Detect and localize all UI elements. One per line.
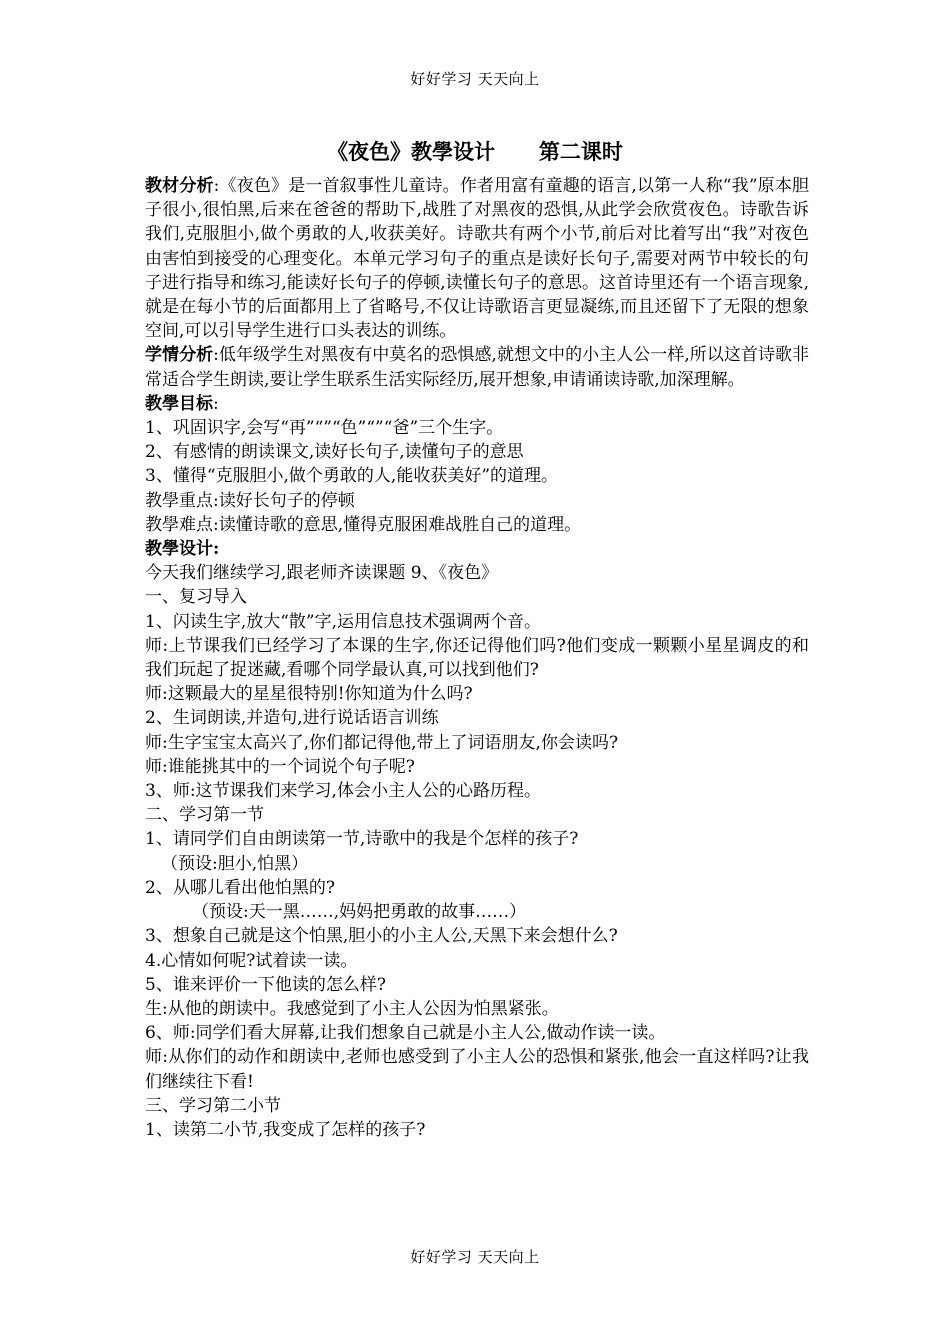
- page-header: 好好学习 天天向上: [410, 70, 540, 88]
- textbook-analysis-label: 教材分析: [145, 176, 214, 196]
- goal-item: 2、有感情的朗读课文,读好长句子,读懂句子的意思: [145, 442, 524, 463]
- design-line: 2、生词朗读,并造句,进行说话语言训练: [145, 708, 439, 729]
- textbook-analysis: [145, 174, 809, 343]
- page-footer: 好好学习 天天向上: [410, 1248, 540, 1266]
- goal-item: 1、巩固识字,会写“再”“”“色”“”“爸”三个生字。: [145, 418, 504, 439]
- learner-analysis-text: :低年级学生对黑夜有中莫名的恐惧感,就想文中的小主人公一样,所以这首诗歌非常适合学生朗读,要让学生联系生活实际经历,展开想象,申请诵读诗歌,加深理解。: [145, 345, 809, 390]
- teaching-design-heading: 教學设计:: [145, 539, 220, 560]
- design-line: 师:这颗最大的星星很特别!你知道为什么吗?: [145, 684, 473, 705]
- goal-item: 3、懂得“克服胆小,做个勇敢的人,能收获美好”的道理。: [145, 466, 559, 487]
- design-line: 师:生字宝宝太高兴了,你们都记得他,带上了词语朋友,你会读吗?: [145, 732, 619, 753]
- design-line: 师:上节课我们已经学习了本课的生字,你还记得他们吗?他们变成一颗颗小星星调皮的和我们玩起了捉迷藏,看哪个同学最认真,可以找到他们?: [145, 635, 809, 681]
- design-line: 今天我们继续学习,跟老师齐读课题 9、《夜色》: [145, 563, 499, 584]
- design-line: （预设:天一黑……,妈妈把勇敢的故事……）: [192, 902, 527, 923]
- design-line: 5、谁来评价一下他读的怎么样?: [145, 974, 386, 995]
- key-point: 教學重点:读好长句子的停顿: [145, 490, 355, 511]
- section-heading: 三、学习第二小节: [145, 1095, 281, 1116]
- design-line: 3、师:这节课我们来学习,体会小主人公的心路历程。: [145, 781, 541, 802]
- document-body: [145, 174, 809, 1142]
- section-heading: 二、学习第一节: [145, 805, 264, 826]
- design-line: 1、读第二小节,我变成了怎样的孩子?: [145, 1119, 426, 1140]
- design-line: 生:从他的朗读中。我感觉到了小主人公因为怕黑紧张。: [145, 998, 559, 1019]
- design-line: 3、想象自己就是这个怕黑,胆小的小主人公,天黑下来会想什么?: [145, 926, 618, 947]
- design-line: 师:从你们的动作和朗读中,老师也感受到了小主人公的恐惧和紧张,他会一直这样吗?让我们继续往下看!: [145, 1047, 809, 1092]
- section-heading: 一、复习导入: [145, 587, 247, 608]
- document-title: 《夜色》教學设计 第二课时: [327, 140, 623, 164]
- learner-analysis-label: 学情分析: [145, 345, 214, 366]
- design-line: 师:谁能挑其中的一个词说个句子呢?: [145, 756, 415, 777]
- teaching-goals-heading: [145, 392, 809, 416]
- learner-analysis: [145, 343, 809, 391]
- design-line: 1、闪读生字,放大“散”字,运用信息技术强调两个音。: [145, 611, 542, 632]
- design-line: 6、师:同学们看大屏幕,让我们想象自己就是小主人公,做动作读一读。: [145, 1023, 666, 1044]
- design-line: 1、请同学们自由朗读第一节,诗歌中的我是个怎样的孩子?: [145, 829, 579, 850]
- design-line: 4.心情如何呢?试着读一读。: [145, 950, 358, 971]
- design-line: （预设:胆小,怕黑）: [161, 853, 309, 874]
- difficulty-point: 教學难点:读懂诗歌的意思,懂得克服困难战胜自己的道理。: [145, 514, 582, 535]
- textbook-analysis-text: :《夜色》是一首叙事性儿童诗。作者用富有童趣的语言,以第一人称“我”原本胆子很小,很怕黑,后来在爸爸的帮助下,战胜了对黑夜的恐惧,从此学会欣赏夜色。诗歌告诉我们,克服胆小,做个勇敢的人,收获美好。诗歌共有两个小节,前后对比着写出“我”对夜色由害怕到接受的心理变化。本单元学习句子的重点是读好长句子,需要对两节中较长的句子进行指导和练习,能读好长句子的停顿,读懂长句子的意思。这首诗里还有一个语言现象,就是在每小节的后面都用上了省略号,不仅让诗歌语言更显凝练,而且还留下了无限的想象空间,可以引导学生进行口头表达的训练。: [145, 176, 810, 342]
- teaching-goals-colon: :: [213, 393, 219, 414]
- teaching-goals-label: 教學目标: [145, 393, 213, 414]
- design-line: 2、从哪儿看出他怕黑的?: [145, 877, 335, 898]
